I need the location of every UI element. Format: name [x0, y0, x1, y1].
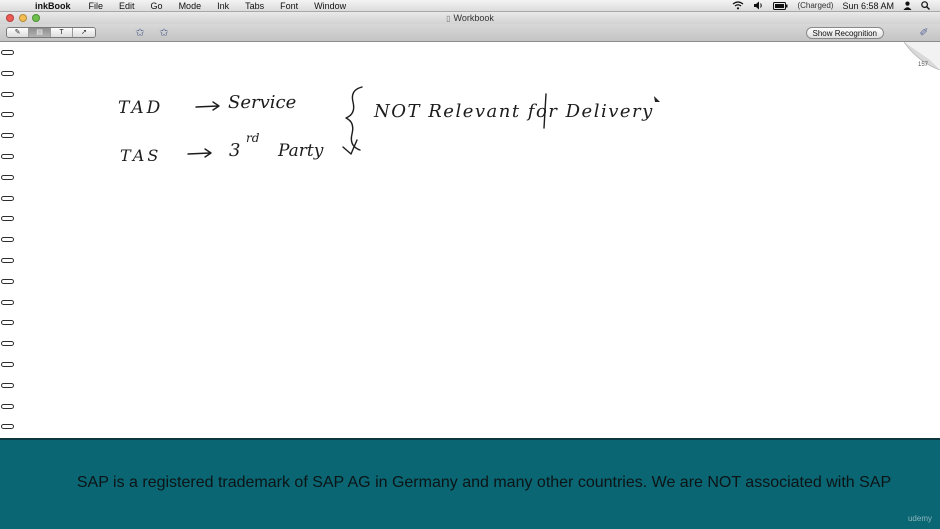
hw-party: Party	[278, 141, 324, 161]
battery-status: (Charged)	[797, 1, 834, 10]
hw-tas: TAS	[120, 146, 162, 165]
page-number: 157	[917, 62, 928, 68]
window-title-text: Workbook	[453, 13, 494, 23]
handwriting-canvas	[0, 42, 940, 438]
hw-note: NOT Relevant for Delivery	[374, 101, 654, 122]
disclaimer-text: SAP is a registered trademark of SAP AG in Germany and many other countries. We are NOT associated with SAP	[76, 474, 892, 491]
pen-mode-button[interactable]: ✎	[7, 28, 29, 37]
pen-cursor-icon	[654, 96, 660, 102]
menu-window[interactable]: Window	[314, 0, 347, 11]
star-bookmark-alt-icon[interactable]: ✩	[159, 27, 169, 39]
menu-tabs[interactable]: Tabs	[245, 0, 265, 11]
menu-file[interactable]: File	[88, 0, 104, 11]
status-area	[732, 1, 940, 11]
hw-3: 3	[229, 140, 241, 161]
menu-font[interactable]: Font	[280, 0, 299, 11]
notebook-page[interactable]	[0, 42, 940, 438]
curly-brace	[346, 87, 362, 150]
app-menu-inkbook[interactable]: inkBook	[35, 0, 71, 11]
clock[interactable]: Sun 6:58 AM	[842, 0, 894, 11]
text-mode-button[interactable]: T	[51, 28, 73, 37]
udemy-watermark: udemy	[907, 514, 932, 523]
draw-mode-button[interactable]: ▤	[29, 28, 51, 37]
toolbar	[0, 24, 940, 42]
disclaimer-banner	[0, 438, 940, 529]
battery-icon[interactable]	[773, 2, 788, 10]
volume-icon[interactable]	[753, 1, 764, 10]
hw-service: Service	[228, 92, 297, 113]
arrow-1	[196, 102, 219, 110]
select-mode-button[interactable]: ➚	[73, 28, 95, 37]
menu-go[interactable]: Go	[150, 0, 163, 11]
hw-tad: TAD	[118, 98, 164, 118]
mode-segmented-control	[6, 27, 96, 38]
show-recognition-button[interactable]: Show Recognition	[806, 27, 884, 39]
user-icon[interactable]	[903, 1, 912, 10]
arrow-2	[188, 149, 211, 157]
clear-ink-icon[interactable]: ✐	[919, 27, 929, 39]
menu-bar	[0, 0, 940, 12]
wifi-icon[interactable]	[732, 1, 744, 10]
window-title-bar[interactable]	[0, 12, 940, 24]
menu-ink[interactable]: Ink	[217, 0, 230, 11]
document-icon: ▯	[446, 14, 451, 23]
star-bookmark-icon[interactable]: ✩	[135, 27, 145, 39]
hw-rd: rd	[246, 131, 260, 145]
spotlight-search-icon[interactable]	[921, 1, 930, 10]
menu-mode[interactable]: Mode	[178, 0, 202, 11]
menu-edit[interactable]: Edit	[119, 0, 135, 11]
